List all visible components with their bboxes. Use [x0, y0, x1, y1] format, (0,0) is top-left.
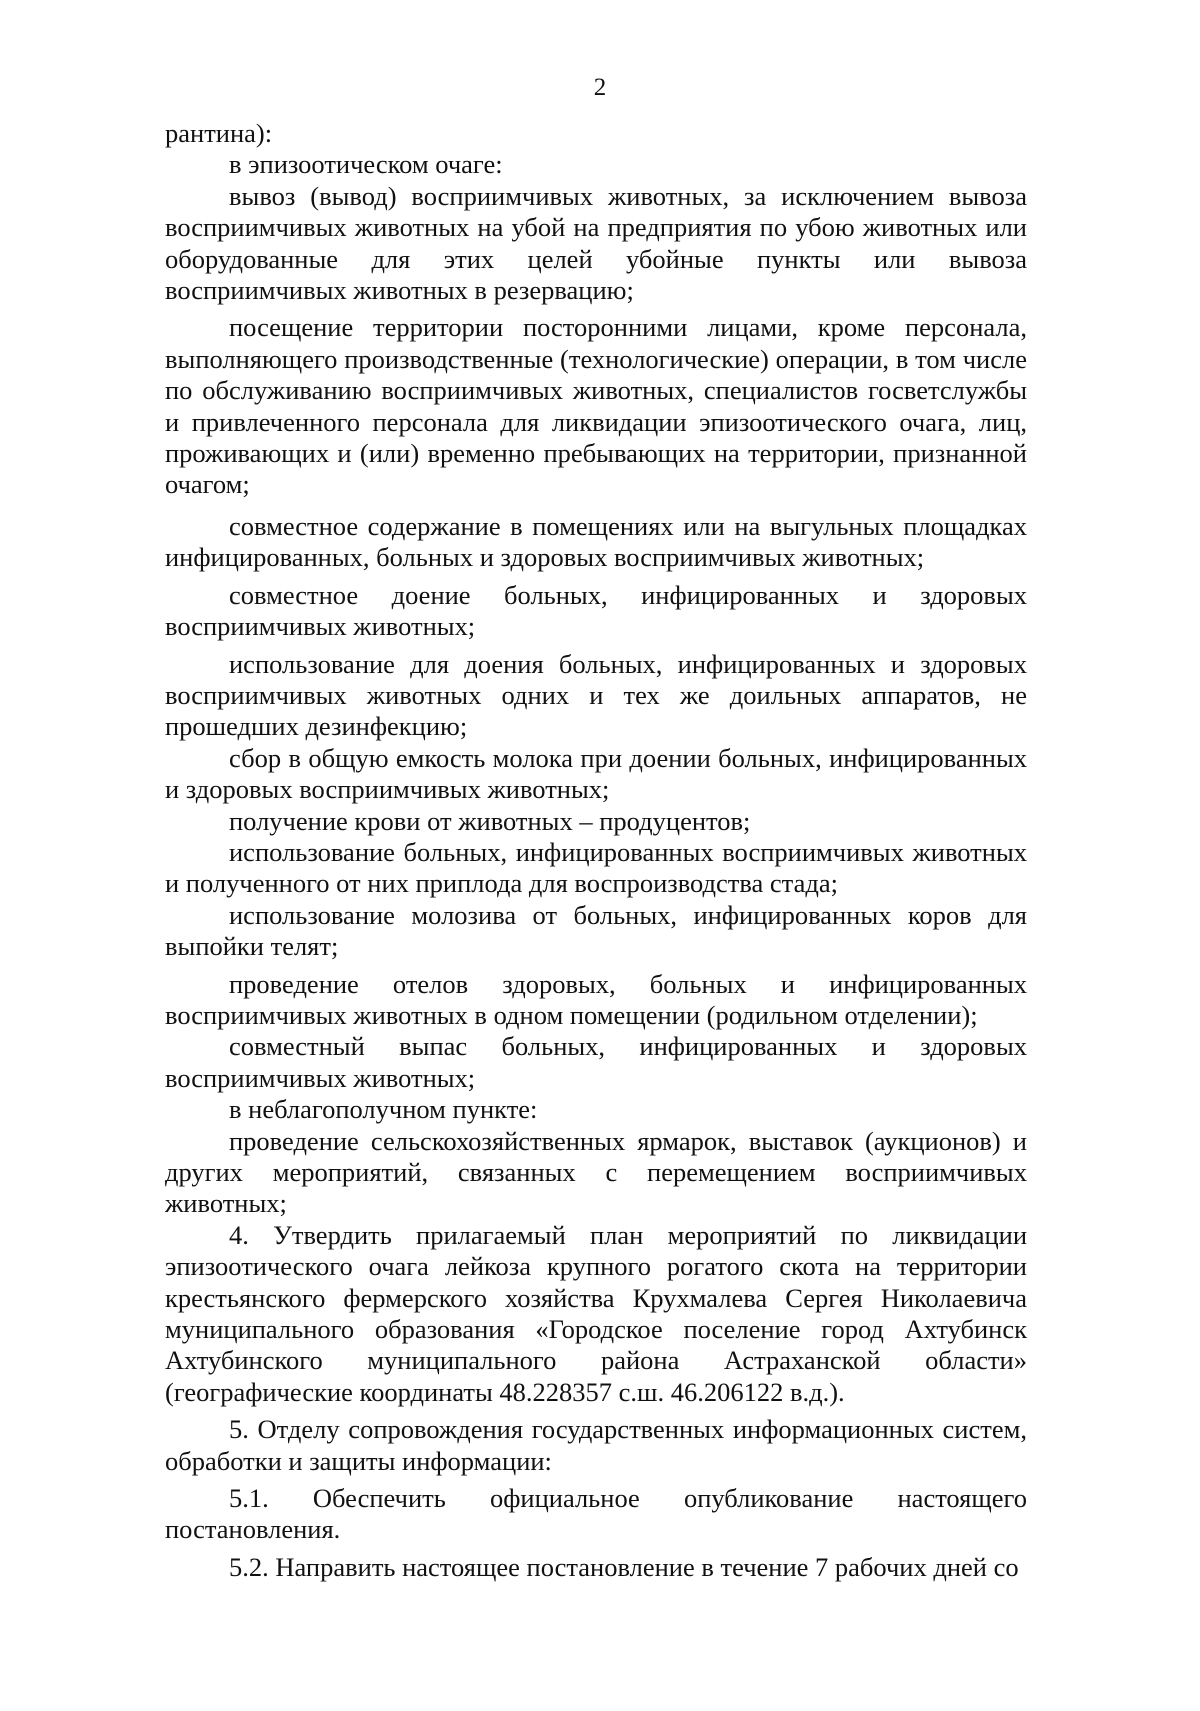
page-number: 2	[593, 74, 607, 101]
paragraph-colostrum-use: использование молозива от больных, инфицированных коров для выпойки телят;	[165, 899, 1027, 962]
paragraph-calving: проведение отелов здоровых, больных и инфицированных восприимчивых животных в одном помещении (родильном отделении);	[165, 968, 1027, 1030]
paragraph-milking-equipment: использование для доения больных, инфицированных и здоровых восприимчивых животных одних и тех же доильных аппаратов, не прошедших дезинфекцию;	[165, 648, 1027, 742]
paragraph-visit-restriction: посещение территории посторонними лицами, кроме персонала, выполняющего производственные (технологические) операции, в том числе по обслуживанию восприимчивых животных, специалистов госветслужбы и привлеченного персонала для ликвидации эпизоотического очага, лиц, проживающих и (или) временно пребывающих на территории, признанной очагом;	[165, 312, 1027, 500]
paragraph-subheading-focus: в эпизоотическом очаге:	[229, 149, 503, 180]
paragraph-item-5: 5. Отделу сопровождения государственных информационных систем, обработки и защиты информации:	[165, 1414, 1027, 1476]
paragraph-item-5-2: 5.2. Направить настоящее постановление в течение 7 рабочих дней со	[229, 1551, 1019, 1582]
paragraph-export-restriction: вывоз (вывод) восприимчивых животных, за исключением вывоза восприимчивых животных на убой на предприятия по убою животных или оборудованные для этих целей убойные пункты или вывоза восприимчивых животных в резервацию;	[165, 180, 1027, 306]
paragraph-subheading-locality: в неблагополучном пункте:	[229, 1094, 538, 1125]
paragraph-joint-milking: совместное доение больных, инфицированных и здоровых восприимчивых животных;	[165, 579, 1027, 642]
paragraph-item-5-1: 5.1. Обеспечить официальное опубликование настоящего постановления.	[165, 1483, 1027, 1545]
paragraph-item-4: 4. Утвердить прилагаемый план мероприятий по ликвидации эпизоотического очага лейкоза крупного рогатого скота на территории крестьянского фермерского хозяйства Крухмалева Сергея Николаевича муниципального образования «Городское поселение город Ахтубинск Ахтубинского муниципального района Астраханской области» (географические координаты 48.228357 с.ш. 46.206122 в.д.).	[165, 1219, 1027, 1407]
paragraph-continuation: рантина):	[165, 118, 273, 148]
paragraph-blood-collection: получение крови от животных – продуцентов;	[229, 805, 751, 836]
document-body	[165, 118, 1027, 1583]
paragraph-milk-collection: сбор в общую емкость молока при доении больных, инфицированных и здоровых восприимчивых животных;	[165, 742, 1027, 805]
paragraph-joint-keeping: совместное содержание в помещениях или на выгульных площадках инфицированных, больных и здоровых восприимчивых животных;	[165, 510, 1027, 573]
paragraph-fairs-restriction: проведение сельскохозяйственных ярмарок, выставок (аукционов) и других мероприятий, связанных с перемещением восприимчивых животных;	[165, 1125, 1027, 1219]
paragraph-breeding-use: использование больных, инфицированных восприимчивых животных и полученного от них приплода для воспроизводства стада;	[165, 836, 1027, 899]
paragraph-joint-grazing: совместный выпас больных, инфицированных и здоровых восприимчивых животных;	[165, 1031, 1027, 1093]
